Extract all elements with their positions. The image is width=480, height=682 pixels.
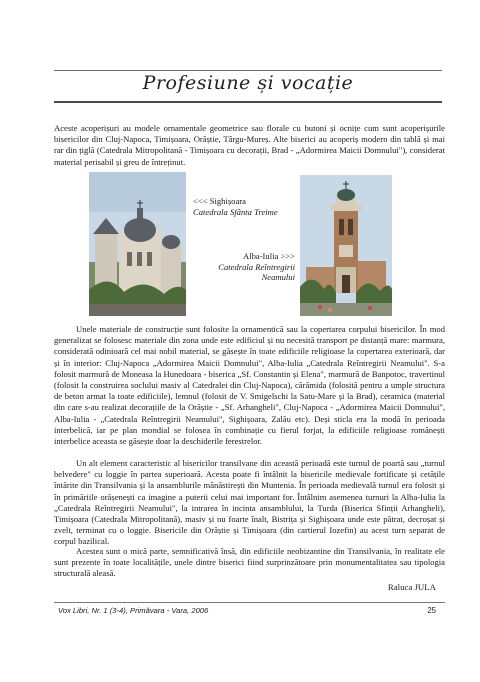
alba-iulia-cathedral-illustration — [300, 175, 392, 316]
footer-rule — [54, 602, 445, 603]
banner-rule-bottom — [54, 101, 442, 103]
paragraph-towers: Un alt element caracteristic al bisericilor transilvane din această perioadă este turnul de poartă sau „turnul belvedere" cu loggie în partea superioară. Acesta poate fi întâlnit la bisericile medievale fortificate și cetățile întărite din Transilvania și la ansamblurile mănăstirești din Muntenia. În perioada medievală turnul era folosit și în primăriile orășenești ca imagine a puterii celui mai important for. Întâlnim asemenea turnuri la Alba-Iulia la „Catedrala Reîntregirii Neamului", la intrarea în incinta ansamblului, la Turda (Biserica Sfinții Arhangheli), Timișoara (Catedrala Mitropolitană), masiv și nu foarte înalt, Bistrița și Sighișoara unde este pătrat, decroșat și zvelt, terminat cu o loggie. Bisericile din Orăștie și Timișoara (din cartierul Iozefin) au acest turn separat de corpul bazilical. — [54, 458, 445, 547]
author-signature: Raluca JULA — [387, 582, 436, 592]
paragraph-conclusion: Acestea sunt o mică parte, semnificativă însă, din edificiile neobizantine din Transilvania, în realitate ele sunt prezente în toate localitățile, unele dintre biserici fiind surprinzătoare prin monumentalitatea sau tipologia structurală aleasă. — [54, 546, 445, 579]
photo-sighisoara-cathedral — [89, 172, 186, 316]
caption-sighisoara-place: <<< Sighișoara — [193, 196, 246, 206]
page-number: 25 — [427, 606, 436, 615]
caption-alba-iulia-place: Alba-Iulia >>> — [242, 251, 295, 261]
banner-rule-top — [54, 70, 442, 71]
caption-sighisoara-church: Catedrala Sfânta Treime — [193, 206, 278, 217]
caption-alba-iulia — [195, 251, 295, 283]
caption-alba-iulia-church-line1: Catedrala Reîntregirii — [218, 261, 295, 272]
section-title: Profesiune și vocație — [142, 72, 354, 94]
footer-publication: Vox Libri, Nr. 1 (3-4), Primăvara - Vara, 2006 — [58, 606, 209, 615]
section-banner — [54, 70, 442, 100]
paragraph-materials: Unele materiale de construcție sunt folosite la ornamentică sau la copertarea corpului bisericilor. În mod generalizat se folosesc materiale din zona unde este edificiul și nu necesită transport pe distanță mare: marmura, considerată odinioară cel mai nobil material, se găsește în toate edificiile religioase la copertarea exterioară, dar și în interior: Cluj-Napoca „Adormirea Maicii Domnului", Alba-Iulia „Catedrala Reîntregirii Neamului". S-a folosit marmură de Moneasa la Hunedoara - biserica „Sf. Constantin și Elena", marmură de Banpotoc, travertinul (folosit la construirea soclului masiv al Catedralei din Cluj-Napoca), cărămida (folosită pentru a umple structura de beton armat la toate edificiile), lemnul (folosit de V. Smigelschi la Satu-Mare și la Brad), ceramica (material din care s-au realizat decorațiile de la Orăștie - „Sf. Arhangheli", Cluj-Napoca - „Adormirea Maicii Domnului", Alba-Iulia - „Catedrala Reîntregirii Neamului", Sighișoara, Zalău etc). Deși sticla era la modă în perioada interbelică, iar pe plan mondial se folosea în combinație cu fierul forjat, la edificiile religioase românești interbelice aceasta se găsește doar la deschiderile ferestrelor. — [54, 324, 445, 447]
caption-sighisoara — [193, 196, 293, 217]
caption-alba-iulia-church-line2: Neamului — [261, 272, 295, 282]
photo-alba-iulia-cathedral — [300, 175, 392, 316]
sighisoara-cathedral-illustration — [89, 172, 186, 316]
paragraph-roofs: Aceste acoperișuri au modele ornamentale geometrice sau florale cu butoni și ocnițe cum sunt acoperișurile bisericilor din Cluj-Napoca, Timișoara, Orăștie, Târgu-Mureș. Alte biserici au acoperiș modern din tablă și mai rar din țiglă (Catedrala Mitropolitană - Timișoara cu decorații, Brad - „Adormirea Maicii Domnului"), considerat material perisabil și greu de întreținut. — [54, 123, 445, 167]
